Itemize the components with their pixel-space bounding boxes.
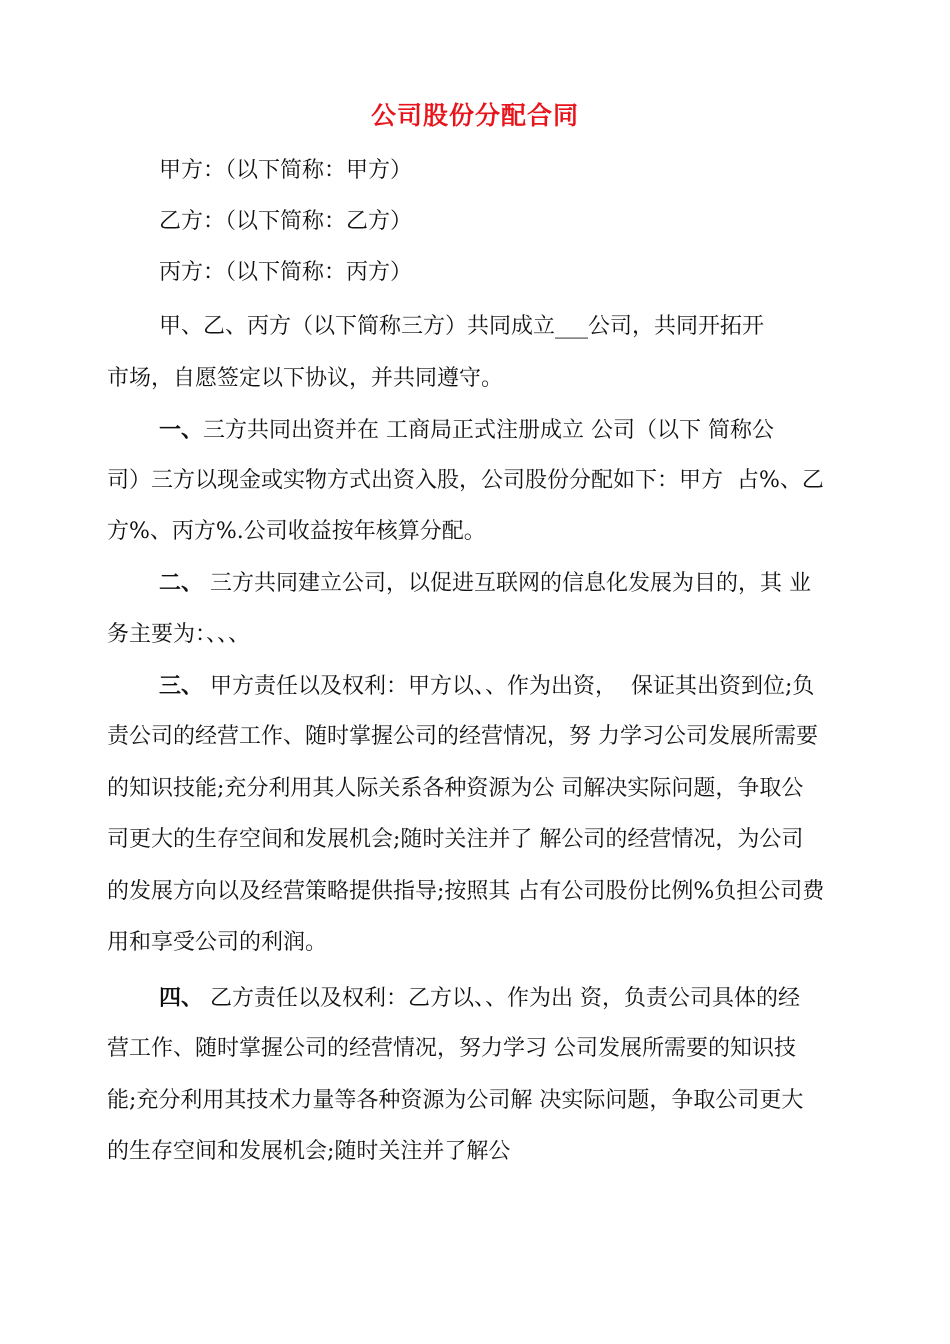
document-title: 公司股份分配合同	[370, 101, 579, 130]
article1-first-line	[159, 415, 774, 446]
party-b-line: 乙方：（以下简称：乙方）	[159, 209, 413, 234]
article4-line-2: 营工作、随时掌握公司的经营情况，努力学习 公司发展所需要的知识技	[107, 1036, 796, 1061]
party-a-line: 甲方：（以下简称：甲方）	[159, 158, 413, 183]
article3-line-6: 用和享受公司的利润。	[107, 930, 328, 955]
article3-first-line	[159, 671, 814, 702]
article3-heading: 三、	[159, 673, 204, 699]
article4-line-1: 乙方责任以及权利：乙方以、、作为出 资，负责公司具体的经	[203, 986, 801, 1011]
article4-first-line	[159, 983, 800, 1014]
article2-heading: 二、	[159, 570, 204, 596]
article3-line-3: 的知识技能;充分利用其人际关系各种资源为公 司解决实际问题，争取公	[107, 776, 804, 801]
article3-line-2: 责公司的经营工作、随时掌握公司的经营情况，努 力学习公司发展所需要	[107, 724, 818, 749]
intro-line-2: 市场，自愿签定以下协议，并共同遵守。	[107, 366, 504, 391]
article4-line-3: 能;充分利用其技术力量等各种资源为公司解 决实际问题，争取公司更大	[107, 1088, 804, 1113]
article2-line-2: 务主要为：、、、	[107, 622, 251, 647]
article1-line-3: 方%、丙方%.公司收益按年核算分配。	[107, 519, 486, 544]
article1-line-2: 司）三方以现金或实物方式出资入股，公司股份分配如下：甲方 占%、乙	[107, 468, 824, 493]
article4-line-4: 的生存空间和发展机会;随时关注并了解公	[107, 1139, 511, 1164]
article1-heading: 一、	[159, 417, 204, 443]
article1-line-1: 三方共同出资并在 工商局正式注册成立 公司（以下 简称公	[203, 418, 774, 443]
article2-first-line	[159, 568, 811, 599]
article3-line-5: 的发展方向以及经营策略提供指导;按照其 占有公司股份比例%负担公司费	[107, 879, 825, 904]
intro-line-1: 甲、乙、丙方（以下简称三方）共同成立___公司，共同开拓开	[159, 314, 765, 339]
article3-line-4: 司更大的生存空间和发展机会;随时关注并了 解公司的经营情况，为公司	[107, 827, 804, 852]
party-c-line: 丙方：（以下简称：丙方）	[159, 260, 413, 285]
article2-line-1: 三方共同建立公司，以促进互联网的信息化发展为目的，其 业	[203, 571, 812, 596]
article3-line-1: 甲方责任以及权利：甲方以、、作为出资， 保证其出资到位;负	[203, 674, 815, 699]
article4-heading: 四、	[159, 985, 204, 1011]
